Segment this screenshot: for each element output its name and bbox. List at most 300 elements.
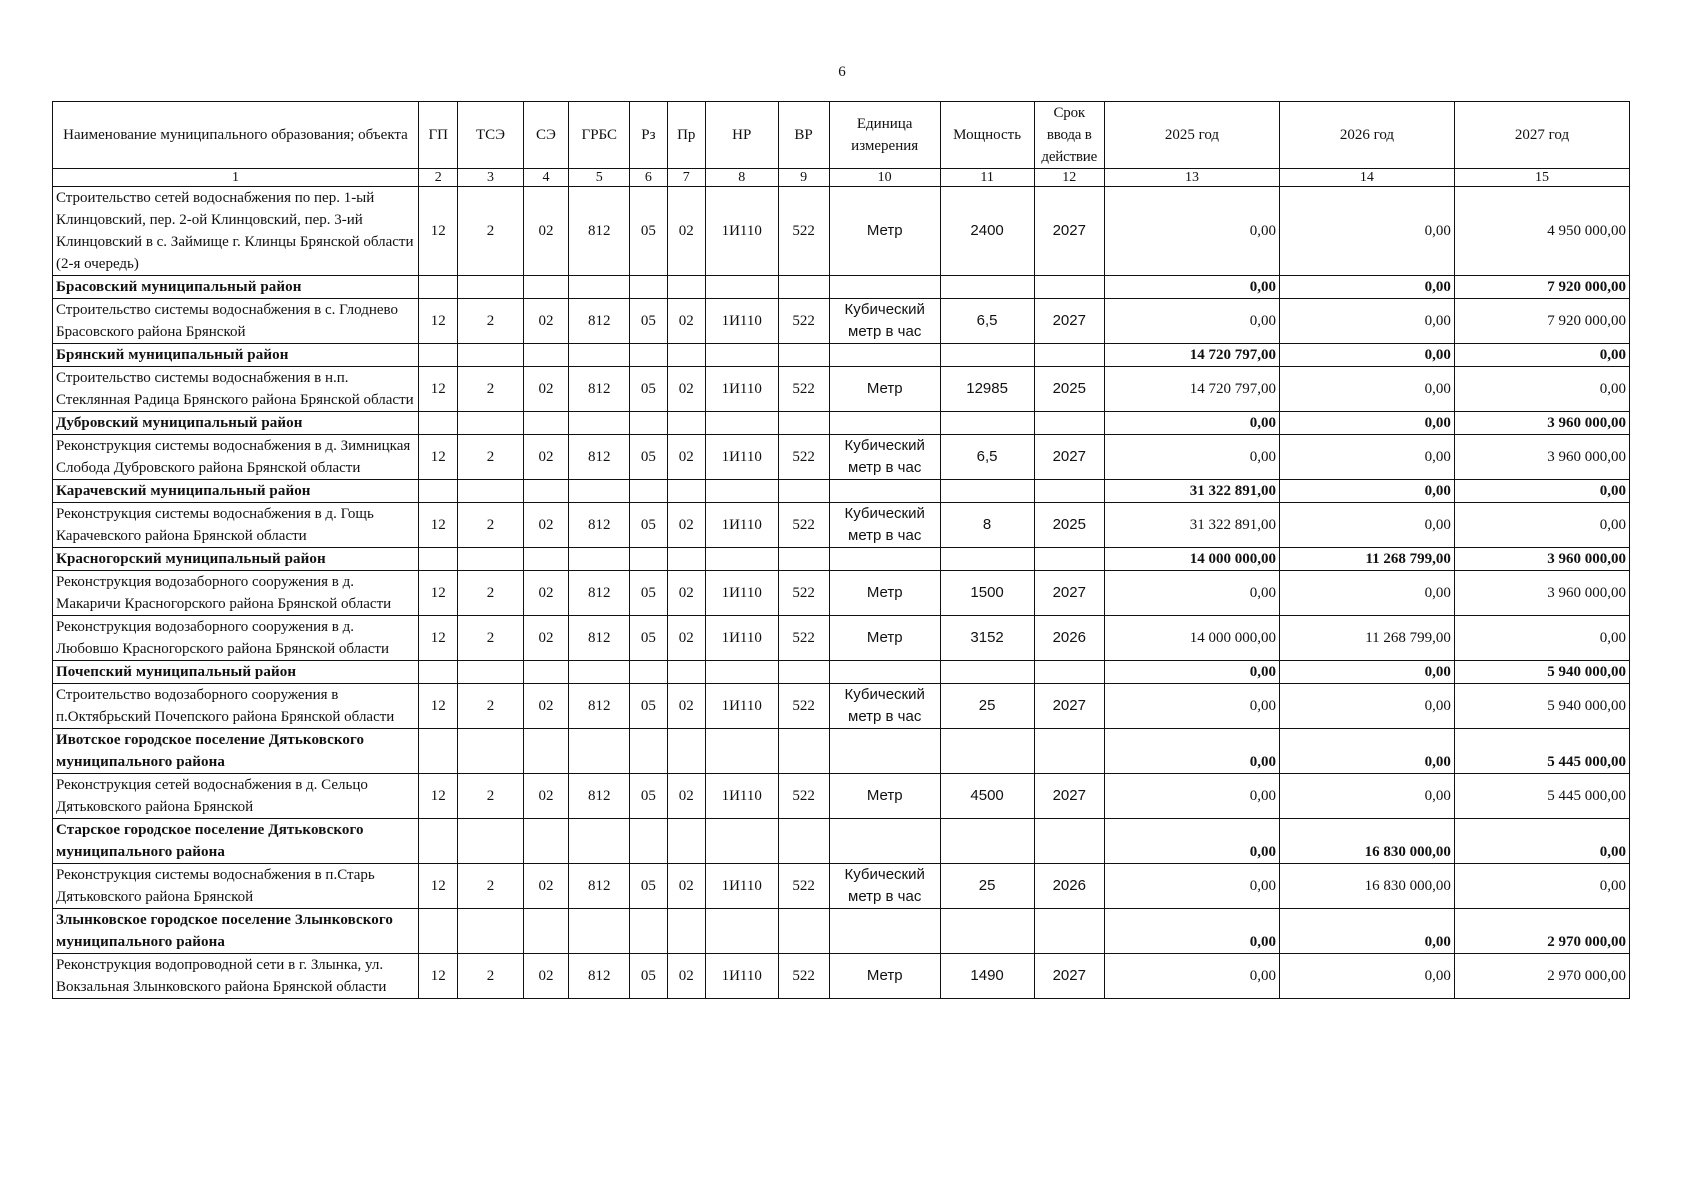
group-row [53,729,1630,774]
cell-unit: Метр [829,571,940,616]
column-number: 1 [53,169,419,187]
cell-power: 6,5 [940,299,1034,344]
cell-rz: 05 [630,616,667,661]
cell-nr: 1И110 [705,864,778,909]
empty-cell [705,480,778,503]
cell-nr: 1И110 [705,954,778,999]
cell-se: 02 [523,571,569,616]
cell-2026: 0,00 [1279,954,1454,999]
cell-nr: 1И110 [705,571,778,616]
cell-2025: 0,00 [1104,684,1279,729]
empty-cell [630,276,667,299]
group-total-2025: 0,00 [1104,729,1279,774]
empty-cell [418,661,457,684]
empty-cell [1034,819,1104,864]
cell-se: 02 [523,367,569,412]
cell-grbs: 812 [569,367,630,412]
cell-gp: 12 [418,684,457,729]
empty-cell [705,276,778,299]
empty-cell [1034,548,1104,571]
cell-se: 02 [523,616,569,661]
empty-cell [829,729,940,774]
page-number: 6 [838,64,846,80]
cell-term: 2025 [1034,367,1104,412]
empty-cell [418,276,457,299]
cell-gp: 12 [418,571,457,616]
empty-cell [458,819,523,864]
empty-cell [829,548,940,571]
row-name: Строительство системы водоснабжения в с. Глоднево Брасовского района Брянской [53,299,419,344]
empty-cell [667,548,705,571]
header-vr: ВР [778,102,829,169]
group-total-2025: 14 720 797,00 [1104,344,1279,367]
empty-cell [458,729,523,774]
empty-cell [778,909,829,954]
cell-term: 2026 [1034,616,1104,661]
empty-cell [569,661,630,684]
cell-power: 25 [940,864,1034,909]
empty-cell [523,276,569,299]
cell-power: 25 [940,684,1034,729]
column-number: 9 [778,169,829,187]
column-number: 13 [1104,169,1279,187]
empty-cell [1034,276,1104,299]
cell-grbs: 812 [569,954,630,999]
header-2025: 2025 год [1104,102,1279,169]
cell-nr: 1И110 [705,774,778,819]
cell-2025: 0,00 [1104,864,1279,909]
empty-cell [523,661,569,684]
group-row [53,661,1630,684]
group-row [53,819,1630,864]
cell-pr: 02 [667,864,705,909]
item-row [53,616,1630,661]
cell-unit: Кубический метр в час [829,299,940,344]
item-row [53,684,1630,729]
cell-term: 2027 [1034,954,1104,999]
column-number: 15 [1454,169,1629,187]
cell-nr: 1И110 [705,435,778,480]
cell-term: 2026 [1034,864,1104,909]
group-total-2027: 3 960 000,00 [1454,412,1629,435]
cell-tse: 2 [458,503,523,548]
empty-cell [569,412,630,435]
empty-cell [458,548,523,571]
cell-rz: 05 [630,684,667,729]
empty-cell [829,412,940,435]
group-name: Злынковское городское поселение Злынковского муниципального района [53,909,419,954]
empty-cell [418,819,457,864]
cell-tse: 2 [458,435,523,480]
empty-cell [569,729,630,774]
cell-2025: 0,00 [1104,435,1279,480]
header-power: Мощность [940,102,1034,169]
cell-unit: Метр [829,954,940,999]
group-total-2026: 16 830 000,00 [1279,819,1454,864]
empty-cell [940,661,1034,684]
empty-cell [458,909,523,954]
item-row [53,954,1630,999]
empty-cell [523,480,569,503]
cell-gp: 12 [418,864,457,909]
cell-2027: 3 960 000,00 [1454,571,1629,616]
empty-cell [778,819,829,864]
cell-2027: 5 940 000,00 [1454,684,1629,729]
cell-vr: 522 [778,954,829,999]
empty-cell [458,344,523,367]
cell-rz: 05 [630,864,667,909]
cell-term: 2027 [1034,187,1104,276]
group-total-2025: 31 322 891,00 [1104,480,1279,503]
group-total-2025: 0,00 [1104,819,1279,864]
empty-cell [667,412,705,435]
column-number: 6 [630,169,667,187]
empty-cell [1034,661,1104,684]
cell-vr: 522 [778,864,829,909]
group-total-2027: 0,00 [1454,344,1629,367]
group-total-2026: 0,00 [1279,344,1454,367]
group-row [53,480,1630,503]
empty-cell [778,412,829,435]
empty-cell [523,412,569,435]
cell-gp: 12 [418,367,457,412]
cell-pr: 02 [667,616,705,661]
row-name: Реконструкция водозаборного сооружения в д. Макаричи Красногорского района Брянской области [53,571,419,616]
cell-unit: Метр [829,616,940,661]
group-total-2025: 0,00 [1104,661,1279,684]
cell-tse: 2 [458,864,523,909]
cell-unit: Кубический метр в час [829,503,940,548]
cell-2027: 5 445 000,00 [1454,774,1629,819]
empty-cell [667,819,705,864]
cell-nr: 1И110 [705,684,778,729]
cell-tse: 2 [458,571,523,616]
cell-rz: 05 [630,435,667,480]
cell-nr: 1И110 [705,367,778,412]
cell-2025: 0,00 [1104,187,1279,276]
cell-unit: Кубический метр в час [829,684,940,729]
group-total-2026: 11 268 799,00 [1279,548,1454,571]
cell-term: 2027 [1034,571,1104,616]
group-row [53,344,1630,367]
group-total-2027: 0,00 [1454,480,1629,503]
cell-pr: 02 [667,774,705,819]
header-row [53,102,1630,169]
group-name: Почепский муниципальный район [53,661,419,684]
cell-grbs: 812 [569,774,630,819]
cell-unit: Кубический метр в час [829,864,940,909]
cell-term: 2025 [1034,503,1104,548]
cell-vr: 522 [778,616,829,661]
cell-rz: 05 [630,367,667,412]
header-gp: ГП [418,102,457,169]
empty-cell [829,344,940,367]
cell-grbs: 812 [569,616,630,661]
group-total-2025: 0,00 [1104,412,1279,435]
empty-cell [705,661,778,684]
empty-cell [569,344,630,367]
cell-2026: 0,00 [1279,299,1454,344]
empty-cell [940,276,1034,299]
empty-cell [630,819,667,864]
cell-pr: 02 [667,954,705,999]
group-name: Дубровский муниципальный район [53,412,419,435]
header-se: СЭ [523,102,569,169]
cell-grbs: 812 [569,503,630,548]
cell-unit: Кубический метр в час [829,435,940,480]
cell-unit: Метр [829,774,940,819]
empty-cell [630,412,667,435]
cell-se: 02 [523,954,569,999]
empty-cell [1034,480,1104,503]
budget-table [52,101,1630,999]
cell-tse: 2 [458,684,523,729]
cell-2027: 2 970 000,00 [1454,954,1629,999]
cell-nr: 1И110 [705,299,778,344]
group-total-2026: 0,00 [1279,276,1454,299]
group-total-2026: 0,00 [1279,480,1454,503]
empty-cell [569,819,630,864]
cell-grbs: 812 [569,571,630,616]
cell-power: 6,5 [940,435,1034,480]
cell-grbs: 812 [569,299,630,344]
group-total-2026: 0,00 [1279,909,1454,954]
cell-2025: 0,00 [1104,954,1279,999]
cell-power: 2400 [940,187,1034,276]
empty-cell [829,819,940,864]
cell-2026: 16 830 000,00 [1279,864,1454,909]
group-name: Брянский муниципальный район [53,344,419,367]
cell-gp: 12 [418,503,457,548]
empty-cell [458,480,523,503]
group-total-2027: 3 960 000,00 [1454,548,1629,571]
empty-cell [667,909,705,954]
cell-pr: 02 [667,299,705,344]
group-name: Красногорский муниципальный район [53,548,419,571]
empty-cell [829,480,940,503]
cell-gp: 12 [418,774,457,819]
item-row [53,299,1630,344]
cell-gp: 12 [418,299,457,344]
cell-term: 2027 [1034,774,1104,819]
cell-2026: 0,00 [1279,774,1454,819]
empty-cell [523,548,569,571]
empty-cell [705,819,778,864]
header-nr: НР [705,102,778,169]
cell-2027: 4 950 000,00 [1454,187,1629,276]
empty-cell [418,909,457,954]
cell-pr: 02 [667,684,705,729]
empty-cell [1034,729,1104,774]
header-name: Наименование муниципального образования; объекта [53,102,419,169]
column-number: 4 [523,169,569,187]
empty-cell [778,661,829,684]
cell-gp: 12 [418,187,457,276]
cell-power: 1490 [940,954,1034,999]
cell-2025: 31 322 891,00 [1104,503,1279,548]
empty-cell [458,661,523,684]
empty-cell [705,909,778,954]
cell-rz: 05 [630,571,667,616]
cell-se: 02 [523,187,569,276]
header-rz: Рз [630,102,667,169]
cell-term: 2027 [1034,299,1104,344]
empty-cell [705,729,778,774]
column-number: 7 [667,169,705,187]
cell-gp: 12 [418,616,457,661]
header-2026: 2026 год [1279,102,1454,169]
cell-tse: 2 [458,954,523,999]
group-total-2025: 0,00 [1104,276,1279,299]
cell-pr: 02 [667,571,705,616]
cell-2026: 11 268 799,00 [1279,616,1454,661]
empty-cell [630,344,667,367]
group-row [53,276,1630,299]
empty-cell [940,480,1034,503]
cell-vr: 522 [778,571,829,616]
row-name: Строительство сетей водоснабжения по пер. 1-ый Клинцовский, пер. 2-ой Клинцовский, пер. 3-ий Клинцовский в с. Займище г. Клинцы Брянской области (2-я очередь) [53,187,419,276]
header-unit: Единица измерения [829,102,940,169]
empty-cell [1034,412,1104,435]
cell-se: 02 [523,299,569,344]
column-number: 8 [705,169,778,187]
group-total-2027: 5 940 000,00 [1454,661,1629,684]
empty-cell [667,344,705,367]
group-name: Старское городское поселение Дятьковского муниципального района [53,819,419,864]
column-number: 11 [940,169,1034,187]
group-row [53,412,1630,435]
cell-tse: 2 [458,187,523,276]
cell-2027: 7 920 000,00 [1454,299,1629,344]
group-total-2027: 5 445 000,00 [1454,729,1629,774]
empty-cell [418,412,457,435]
cell-2025: 0,00 [1104,571,1279,616]
cell-2026: 0,00 [1279,571,1454,616]
cell-term: 2027 [1034,435,1104,480]
row-name: Реконструкция системы водоснабжения в д. Гощь Карачевского района Брянской области [53,503,419,548]
item-row [53,864,1630,909]
cell-se: 02 [523,435,569,480]
cell-vr: 522 [778,367,829,412]
empty-cell [667,276,705,299]
cell-power: 3152 [940,616,1034,661]
empty-cell [630,909,667,954]
group-total-2025: 0,00 [1104,909,1279,954]
empty-cell [778,480,829,503]
empty-cell [569,480,630,503]
empty-cell [940,909,1034,954]
cell-grbs: 812 [569,684,630,729]
cell-pr: 02 [667,187,705,276]
cell-nr: 1И110 [705,616,778,661]
group-total-2027: 0,00 [1454,819,1629,864]
column-number: 3 [458,169,523,187]
cell-2025: 0,00 [1104,299,1279,344]
empty-cell [778,344,829,367]
header-term: Срок ввода в действие [1034,102,1104,169]
group-total-2026: 0,00 [1279,412,1454,435]
group-total-2025: 14 000 000,00 [1104,548,1279,571]
empty-cell [523,909,569,954]
cell-2025: 0,00 [1104,774,1279,819]
column-number: 5 [569,169,630,187]
row-name: Реконструкция системы водоснабжения в д. Зимницкая Слобода Дубровского района Брянской области [53,435,419,480]
cell-vr: 522 [778,503,829,548]
cell-2027: 0,00 [1454,503,1629,548]
group-name: Ивотское городское поселение Дятьковского муниципального района [53,729,419,774]
item-row [53,571,1630,616]
empty-cell [778,729,829,774]
cell-vr: 522 [778,299,829,344]
cell-grbs: 812 [569,864,630,909]
cell-2027: 3 960 000,00 [1454,435,1629,480]
cell-tse: 2 [458,616,523,661]
cell-gp: 12 [418,954,457,999]
row-name: Строительство системы водоснабжения в н.п. Стеклянная Радица Брянского района Брянской области [53,367,419,412]
cell-vr: 522 [778,435,829,480]
empty-cell [418,344,457,367]
group-total-2027: 7 920 000,00 [1454,276,1629,299]
cell-term: 2027 [1034,684,1104,729]
empty-cell [569,909,630,954]
cell-2026: 0,00 [1279,684,1454,729]
cell-2026: 0,00 [1279,503,1454,548]
table-body [53,187,1630,999]
empty-cell [418,480,457,503]
cell-rz: 05 [630,503,667,548]
cell-grbs: 812 [569,187,630,276]
item-row [53,435,1630,480]
row-name: Реконструкция системы водоснабжения в п.Старь Дятьковского района Брянской [53,864,419,909]
cell-power: 8 [940,503,1034,548]
cell-pr: 02 [667,367,705,412]
empty-cell [940,344,1034,367]
empty-cell [458,276,523,299]
empty-cell [667,480,705,503]
empty-cell [778,548,829,571]
empty-cell [705,548,778,571]
item-row [53,503,1630,548]
group-row [53,548,1630,571]
empty-cell [569,548,630,571]
row-name: Реконструкция сетей водоснабжения в д. Сельцо Дятьковского района Брянской [53,774,419,819]
cell-pr: 02 [667,435,705,480]
cell-rz: 05 [630,774,667,819]
cell-2027: 0,00 [1454,367,1629,412]
cell-2027: 0,00 [1454,864,1629,909]
item-row [53,367,1630,412]
item-row [53,187,1630,276]
cell-vr: 522 [778,684,829,729]
cell-grbs: 812 [569,435,630,480]
header-tse: ТСЭ [458,102,523,169]
column-number-row [53,169,1630,187]
empty-cell [705,412,778,435]
cell-gp: 12 [418,435,457,480]
row-name: Строительство водозаборного сооружения в п.Октябрьский Почепского района Брянской области [53,684,419,729]
cell-2027: 0,00 [1454,616,1629,661]
cell-tse: 2 [458,367,523,412]
empty-cell [418,548,457,571]
empty-cell [630,729,667,774]
cell-rz: 05 [630,954,667,999]
empty-cell [705,344,778,367]
empty-cell [418,729,457,774]
empty-cell [630,661,667,684]
column-number: 14 [1279,169,1454,187]
cell-2025: 14 000 000,00 [1104,616,1279,661]
cell-2026: 0,00 [1279,367,1454,412]
